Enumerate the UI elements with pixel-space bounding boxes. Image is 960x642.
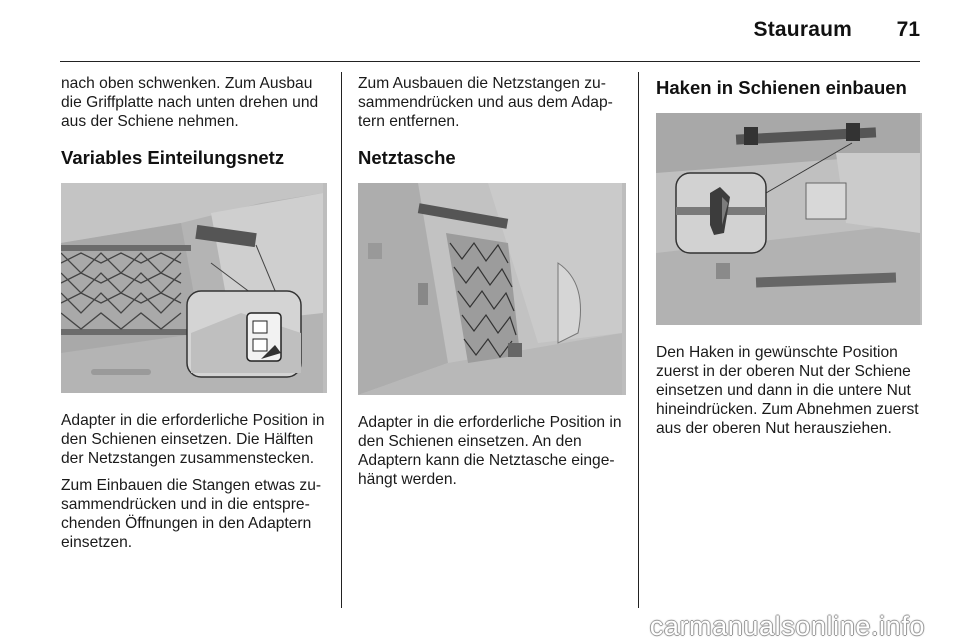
column-divider [341,72,342,608]
paragraph: Adapter in die erforderliche Position in den Schienen einsetzen. An den Adaptern kann die Netztasche eingehängt werden. [358,414,622,488]
watermark: carmanualsonline.info [649,611,925,641]
paragraph: nach oben schwenken. Zum Ausbau die Griffplatte nach unten drehen und aus der Schiene nehmen. [61,75,319,130]
paragraph: Den Haken in gewünschte Position zuerst in der oberen Nut der Schiene einsetzen und dann in die untere Nut hineindrücken. Zum Abnehmen zuerst aus der oberen Nut herausziehen. [656,344,919,437]
column-divider [638,72,639,608]
paragraph: Adapter in die erforderliche Position in den Schienen einsetzen. Die Hälften der Netzstangen zusammenstecken. [61,412,325,467]
heading-haken-in-schienen-einbauen: Haken in Schienen einbauen [656,77,907,98]
figure-hook-in-rail [656,113,922,325]
figure-net-pocket [358,183,626,395]
column-3 [656,74,922,446]
heading-netztasche: Netztasche [358,147,456,168]
header-rule [60,61,920,62]
page-number: 71 [896,18,920,41]
column-2 [358,74,626,497]
paragraph: Zum Ausbauen die Netzstangen zusammendrücken und aus dem Adaptern entfernen. [358,75,613,130]
figure-cargo-net-adapter [61,183,327,393]
heading-variables-einteilungsnetz: Variables Einteilungsnetz [61,147,285,168]
column-1 [61,74,327,560]
paragraph: Zum Einbauen die Stangen etwas zusammendrücken und in die entsprechenden Öffnungen in den Adaptern einsetzen. [61,477,322,551]
section-title: Stauraum [753,18,852,41]
